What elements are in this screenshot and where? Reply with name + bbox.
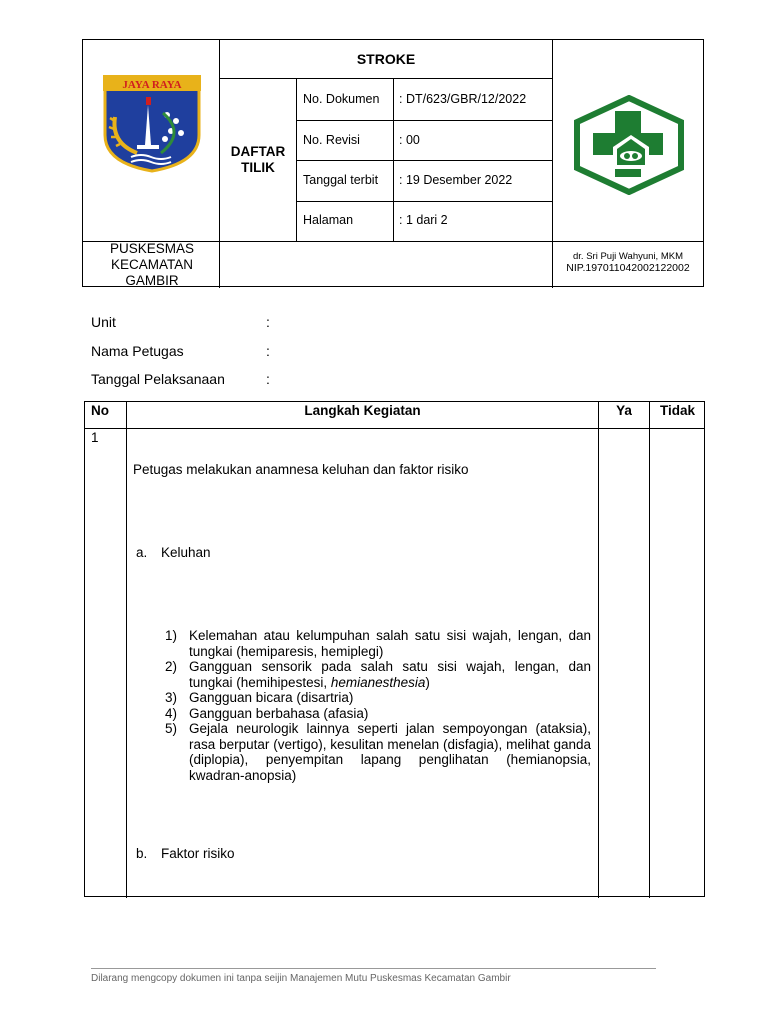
field-colon: : — [266, 371, 270, 387]
document-title: STROKE — [356, 51, 416, 67]
step-intro: Petugas melakukan anamnesa keluhan dan faktor risiko — [133, 462, 469, 477]
row-label-no-revisi: No. Revisi — [303, 133, 360, 147]
row-number: 1 — [91, 430, 99, 445]
row-label-halaman: Halaman — [303, 213, 354, 227]
row-label-tanggal-terbit: Tanggal terbit — [303, 173, 379, 187]
row-label-no-dokumen: No. Dokumen — [303, 92, 380, 106]
list-item-number: 5) — [165, 721, 178, 736]
column-header-no: No — [91, 403, 109, 418]
field-colon: : — [266, 343, 270, 359]
header-divider — [296, 201, 552, 202]
signer-name: dr. Sri Puji Wahyuni, MKM — [573, 251, 683, 262]
field-label-nama-petugas: Nama Petugas — [91, 343, 184, 359]
table-divider — [126, 402, 127, 898]
list-item — [165, 659, 591, 690]
list-item-number: 2) — [165, 659, 178, 674]
list-item — [165, 721, 591, 783]
row-value-no-dokumen: : DT/623/GBR/12/2022 — [399, 92, 527, 106]
footer-divider — [91, 968, 656, 969]
table-divider — [649, 402, 650, 898]
section-b-marker: b. — [136, 846, 148, 861]
row-value-no-revisi: : 00 — [399, 133, 420, 147]
footer-notice: Dilarang mengcopy dokumen ini tanpa seijin Manajemen Mutu Puskesmas Kecamatan Gambir — [91, 973, 511, 984]
list-item-italic-term: hemianesthesia — [330, 674, 426, 690]
section-a-marker: a. — [136, 545, 148, 560]
list-item — [165, 690, 591, 706]
column-header-tidak: Tidak — [659, 403, 695, 418]
document-type: DAFTAR TILIK — [230, 144, 286, 175]
header-divider — [219, 78, 552, 79]
header-divider — [296, 120, 552, 121]
list-item-number: 1) — [165, 628, 178, 643]
list-item-text: Gangguan berbahasa (afasia) — [189, 705, 369, 721]
list-item — [165, 628, 591, 659]
table-divider — [598, 402, 599, 898]
organization-name: PUSKESMAS KECAMATAN GAMBIR — [109, 241, 195, 288]
column-header-ya: Ya — [616, 403, 632, 418]
section-b-label: Faktor risiko — [161, 846, 235, 861]
header-divider — [296, 160, 552, 161]
list-item-text: Gejala neurologik lainnya seperti jalan sempoyongan (ataksia), rasa berputar (vertigo), kesulitan menelan (disfagia), melihat ganda (diplopia), penyempitan lapang penglihatan (hemianopsia, kwadran-anopsia) — [189, 721, 591, 783]
emblem-text: JAYA RAYA — [122, 79, 182, 91]
list-item-text: ) — [425, 674, 430, 690]
list-item — [165, 706, 591, 722]
field-label-unit: Unit — [91, 314, 116, 330]
field-label-tanggal-pelaksanaan: Tanggal Pelaksanaan — [91, 371, 225, 387]
puskesmas-logo-icon — [573, 95, 685, 195]
complaint-list — [165, 628, 591, 783]
list-item-number: 3) — [165, 690, 178, 705]
field-colon: : — [266, 314, 270, 330]
list-item-text: Gangguan bicara (disartria) — [189, 690, 354, 705]
column-header-langkah-kegiatan: Langkah Kegiatan — [304, 403, 421, 418]
list-item-number: 4) — [165, 705, 178, 721]
jaya-raya-emblem-icon — [101, 73, 203, 173]
row-value-tanggal-terbit: : 19 Desember 2022 — [399, 173, 513, 187]
document-header — [82, 39, 704, 287]
list-item-text: Gangguan sensorik pada salah satu sisi wajah, lengan, dan tungkai (hemihipestesi, — [189, 659, 591, 690]
signer-nip: NIP.197011042002122002 — [566, 262, 690, 274]
table-divider — [85, 428, 705, 429]
list-item-text: Kelemahan atau kelumpuhan salah satu sisi wajah, lengan, dan tungkai (hemiparesis, hemiplegi) — [189, 628, 591, 659]
row-value-halaman: : 1 dari 2 — [399, 213, 448, 227]
section-a-label: Keluhan — [161, 545, 211, 560]
